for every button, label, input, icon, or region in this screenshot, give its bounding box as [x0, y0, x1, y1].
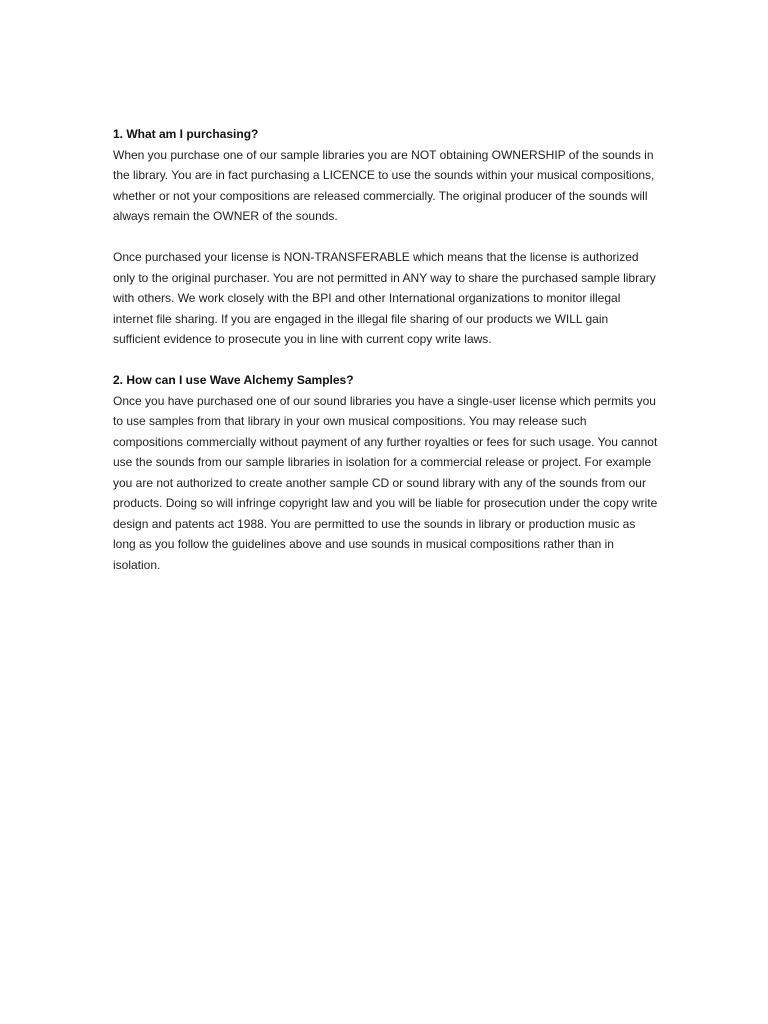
paragraph-usage: Once you have purchased one of our sound libraries you have a single-user license which permits you to use samples from that library in your own musical compositions. You may release such compositions commercially without payment of any further royalties or fees for such usage. You cannot use the sounds from our sample libraries in isolation for a commercial release or project. For example you are not authorized to create another sample CD or sound library with any of the sounds from our products. Doing so will infringe copyright law and you will be liable for prosecution under the copy write design and patents act 1988. You are permitted to use the sounds in library or production music as long as you follow the guidelines above and use sounds in musical compositions rather than in isolation. [113, 393, 658, 572]
paragraph-ownership: When you purchase one of our sample libraries you are NOT obtaining OWNERSHIP of the sounds in the library. You are in fact purchasing a LICENCE to use the sounds within your musical compositions, whether or not your compositions are released commercially. The original producer of the sounds will always remain the OWNER of the sounds. [113, 147, 655, 223]
document-body [113, 124, 658, 575]
paragraph-non-transferable: Once purchased your license is NON-TRANSFERABLE which means that the license is authorized only to the original purchaser. You are not permitted in ANY way to share the purchased sample library with others. We work closely with the BPI and other International organizations to monitor illegal internet file sharing. If you are engaged in the illegal file sharing of our products we WILL gain sufficient evidence to prosecute you in line with current copy write laws. [113, 250, 656, 346]
section-what-am-i-purchasing [113, 124, 658, 350]
section-heading: 2. How can I use Wave Alchemy Samples? [113, 373, 354, 387]
section-heading: 1. What am I purchasing? [113, 127, 259, 141]
section-how-can-i-use [113, 370, 658, 575]
